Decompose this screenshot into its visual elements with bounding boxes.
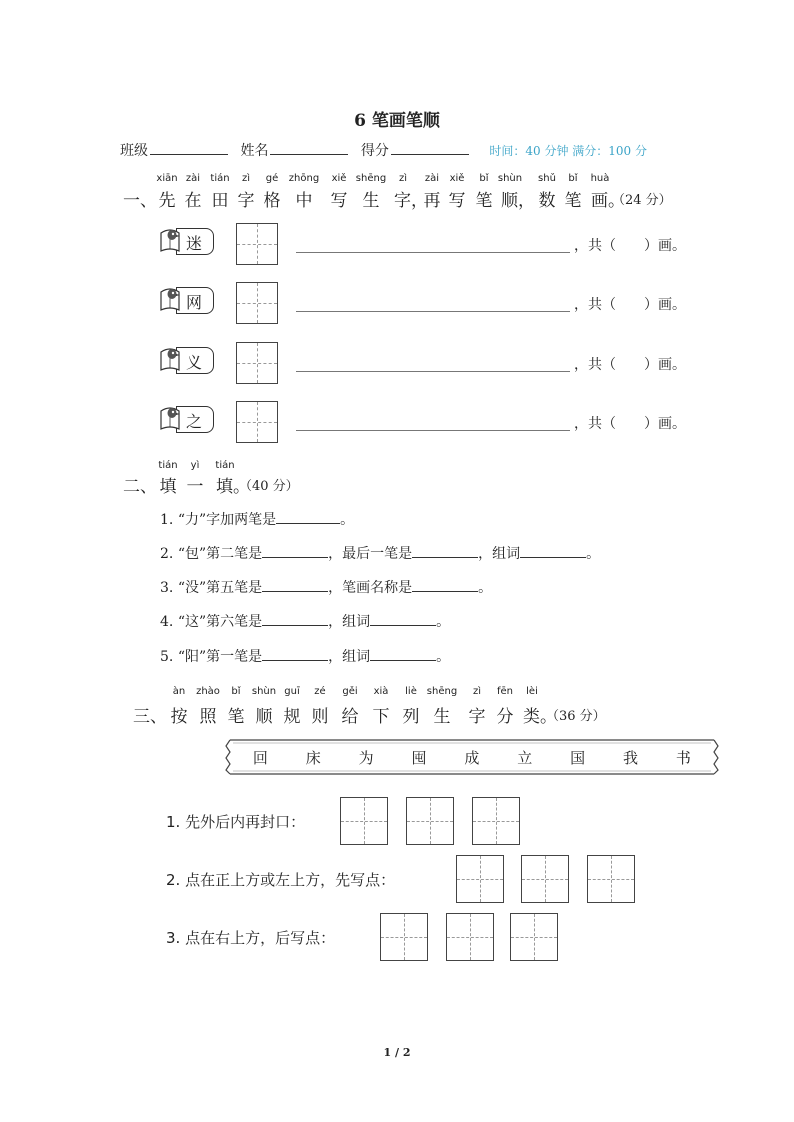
pinyin-syllable: zhōng xyxy=(288,173,320,184)
stroke-order-answer-line[interactable] xyxy=(296,252,570,253)
pinyin-syllable: xià xyxy=(373,686,389,697)
fill-item xyxy=(160,577,492,597)
section3-pinyin xyxy=(0,686,794,698)
heading-char: 一 xyxy=(186,477,204,497)
stroke-order-answer-line[interactable] xyxy=(296,371,570,372)
pinyin-syllable: zài xyxy=(424,173,440,184)
name-label: 姓名 xyxy=(240,143,269,159)
banner-char: 立 xyxy=(517,748,533,767)
score-label: 得分 xyxy=(360,143,389,159)
heading-char: 填。 xyxy=(216,477,250,497)
pinyin-syllable: shǔ xyxy=(538,173,556,184)
pinyin-syllable: guī xyxy=(284,686,300,697)
pinyin-syllable: xiě xyxy=(449,173,465,184)
stroke-order-answer-line[interactable] xyxy=(296,430,570,431)
stroke-count-prompt: ，共（ ）画。 xyxy=(574,416,686,432)
pinyin-syllable: xiě xyxy=(331,173,347,184)
answer-blank[interactable] xyxy=(262,613,328,626)
item-number: 5. xyxy=(160,649,178,665)
heading-char: 再 xyxy=(423,191,441,211)
heading-char: 先 xyxy=(158,191,176,211)
fill-item xyxy=(160,646,450,666)
heading-char: 格 xyxy=(263,191,281,211)
heading-char: 下 xyxy=(372,707,390,727)
category-label: 3. 点在右上方，后写点： xyxy=(166,929,336,947)
heading-char: 在 xyxy=(184,191,202,211)
banner-char: 书 xyxy=(675,748,691,767)
grid-v-guide xyxy=(430,798,431,844)
item-number: 2. xyxy=(160,546,178,562)
answer-grid[interactable] xyxy=(472,797,520,845)
fill-item xyxy=(160,543,600,563)
pinyin-syllable: tián xyxy=(215,460,235,471)
banner-char: 为 xyxy=(358,748,374,767)
item-text: “没”第五笔是 xyxy=(177,580,263,596)
item-text: 。 xyxy=(436,614,451,630)
item-text: “力”字加两笔是 xyxy=(177,512,277,528)
pinyin-syllable: huà xyxy=(590,173,610,184)
section-number: 二、 xyxy=(123,477,157,497)
item-text: 。 xyxy=(340,512,355,528)
item-text: ，组词 xyxy=(328,649,371,665)
character-banner xyxy=(222,737,722,777)
grid-v-guide xyxy=(534,914,535,960)
tag-char: 网 xyxy=(186,293,203,312)
banner-char: 床 xyxy=(305,748,321,767)
character-tag xyxy=(158,284,214,314)
class-field[interactable] xyxy=(150,140,228,155)
heading-char: 字 xyxy=(237,191,255,211)
answer-grid[interactable] xyxy=(587,855,635,903)
heading-char: 给 xyxy=(341,707,359,727)
heading-char: 类。 xyxy=(523,707,557,727)
heading-char: 顺， xyxy=(501,191,535,211)
bird-mascot-icon xyxy=(158,344,182,374)
pinyin-syllable: bǐ xyxy=(479,173,489,184)
pinyin-syllable: bǐ xyxy=(231,686,241,697)
section-number: 一、 xyxy=(123,191,157,211)
heading-char: 数 xyxy=(538,191,556,211)
item-number: 1. xyxy=(160,512,178,528)
pinyin-syllable: zhào xyxy=(196,686,220,697)
category-label: 2. 点在正上方或左上方，先写点： xyxy=(166,871,396,889)
banner-char: 囤 xyxy=(411,748,427,767)
pinyin-syllable: bǐ xyxy=(568,173,578,184)
heading-char: 画。 xyxy=(591,191,625,211)
answer-blank[interactable] xyxy=(262,545,328,558)
banner-chars xyxy=(222,737,722,777)
banner-char: 回 xyxy=(252,748,268,767)
bird-mascot-icon xyxy=(158,225,182,255)
grid-v-guide xyxy=(364,798,365,844)
section3-heading xyxy=(0,702,794,727)
score-field[interactable] xyxy=(391,140,469,155)
heading-char: 填 xyxy=(159,477,177,497)
pinyin-syllable: fēn xyxy=(496,686,514,697)
heading-char: 笔 xyxy=(475,191,493,211)
section2-pinyin xyxy=(0,460,794,472)
banner-char: 国 xyxy=(570,748,586,767)
pinyin-syllable: tián xyxy=(210,173,230,184)
tag-char: 义 xyxy=(186,353,203,372)
writing-grid[interactable] xyxy=(236,342,278,384)
grid-v-guide xyxy=(257,343,258,383)
section-number: 三、 xyxy=(133,707,167,727)
heading-char: 规 xyxy=(283,707,301,727)
item-number: 3. xyxy=(160,580,178,596)
item-text: “这”第六笔是 xyxy=(177,614,263,630)
pinyin-syllable: shùn xyxy=(251,686,277,697)
stroke-count-prompt: ，共（ ）画。 xyxy=(574,238,686,254)
answer-grid[interactable] xyxy=(340,797,388,845)
item-text: ，组词 xyxy=(478,546,521,562)
category-label: 1. 先外后内再封口： xyxy=(166,813,306,831)
writing-grid[interactable] xyxy=(236,401,278,443)
heading-char: 生 xyxy=(433,707,451,727)
answer-grid[interactable] xyxy=(521,855,569,903)
pinyin-syllable: àn xyxy=(172,686,186,697)
name-field[interactable] xyxy=(270,140,348,155)
heading-char: 笔 xyxy=(227,707,245,727)
item-text: 。 xyxy=(436,649,451,665)
heading-char: 笔 xyxy=(564,191,582,211)
item-text: ，笔画名称是 xyxy=(328,580,413,596)
pinyin-syllable: gé xyxy=(265,173,279,184)
header-info xyxy=(120,140,647,160)
bird-mascot-icon xyxy=(158,403,182,433)
pinyin-syllable: liè xyxy=(405,686,417,697)
answer-blank[interactable] xyxy=(370,613,436,626)
answer-blank[interactable] xyxy=(262,648,328,661)
grid-v-guide xyxy=(257,402,258,442)
item-text: “阳”第一笔是 xyxy=(177,649,263,665)
section-score: （24 分） xyxy=(612,193,672,208)
item-text: “包”第二笔是 xyxy=(177,546,263,562)
bird-mascot-icon xyxy=(158,284,182,314)
character-tag xyxy=(158,403,214,433)
item-text: 。 xyxy=(586,546,601,562)
tag-char: 迷 xyxy=(186,234,203,253)
answer-blank[interactable] xyxy=(262,579,328,592)
pinyin-syllable: shēng xyxy=(355,173,387,184)
grid-v-guide xyxy=(470,914,471,960)
answer-blank[interactable] xyxy=(276,511,340,524)
heading-char: 则 xyxy=(311,707,329,727)
heading-char: 照 xyxy=(199,707,217,727)
tag-char: 之 xyxy=(186,412,203,431)
heading-char: 写 xyxy=(448,191,466,211)
page-number: 1 / 2 xyxy=(383,1046,411,1059)
banner-char: 我 xyxy=(623,748,639,767)
pinyin-syllable: shēng xyxy=(426,686,458,697)
item-text: ，最后一笔是 xyxy=(328,546,413,562)
section1-pinyin xyxy=(0,173,794,185)
grid-v-guide xyxy=(545,856,546,902)
answer-blank[interactable] xyxy=(520,545,586,558)
section-score: （36 分） xyxy=(546,709,606,724)
item-text: 。 xyxy=(478,580,493,596)
section1-heading xyxy=(0,186,794,211)
pinyin-syllable: zì xyxy=(398,173,408,184)
heading-char: 按 xyxy=(170,707,188,727)
character-tag xyxy=(158,225,214,255)
grid-v-guide xyxy=(257,224,258,264)
heading-char: 生 xyxy=(362,191,380,211)
answer-blank[interactable] xyxy=(412,579,478,592)
answer-blank[interactable] xyxy=(412,545,478,558)
pinyin-syllable: shùn xyxy=(497,173,523,184)
stroke-count-prompt: ，共（ ）画。 xyxy=(574,357,686,373)
writing-grid[interactable] xyxy=(236,282,278,324)
pinyin-syllable: zì xyxy=(241,173,251,184)
answer-grid[interactable] xyxy=(510,913,558,961)
pinyin-syllable: tián xyxy=(158,460,178,471)
answer-grid[interactable] xyxy=(406,797,454,845)
heading-char: 分 xyxy=(496,707,514,727)
answer-grid[interactable] xyxy=(380,913,428,961)
pinyin-syllable: yì xyxy=(190,460,200,471)
pinyin-syllable: zài xyxy=(185,173,201,184)
grid-v-guide xyxy=(496,798,497,844)
heading-char: 田 xyxy=(211,191,229,211)
character-tag xyxy=(158,344,214,374)
class-label: 班级 xyxy=(120,143,148,159)
heading-char: 顺 xyxy=(255,707,273,727)
grid-v-guide xyxy=(611,856,612,902)
heading-char: 字， xyxy=(394,191,428,211)
item-text: ，组词 xyxy=(328,614,371,630)
writing-grid[interactable] xyxy=(236,223,278,265)
fill-item xyxy=(160,611,450,631)
section-score: （40 分） xyxy=(239,479,299,494)
pinyin-syllable: lèi xyxy=(526,686,538,697)
pinyin-syllable: xiān xyxy=(156,173,178,184)
answer-grid[interactable] xyxy=(446,913,494,961)
stroke-order-answer-line[interactable] xyxy=(296,311,570,312)
section2-heading xyxy=(0,472,794,497)
time-limit: 时间：40 分钟 满分：100 分 xyxy=(489,144,647,158)
heading-char: 列 xyxy=(402,707,420,727)
banner-char: 成 xyxy=(464,748,480,767)
heading-char: 字 xyxy=(468,707,486,727)
pinyin-syllable: zì xyxy=(472,686,482,697)
page-title: 6 笔画笔顺 xyxy=(354,111,440,131)
grid-v-guide xyxy=(480,856,481,902)
answer-blank[interactable] xyxy=(370,648,436,661)
stroke-count-prompt: ，共（ ）画。 xyxy=(574,297,686,313)
item-number: 4. xyxy=(160,614,178,630)
heading-char: 中 xyxy=(295,191,313,211)
heading-char: 写 xyxy=(330,191,348,211)
pinyin-syllable: zé xyxy=(314,686,326,697)
grid-v-guide xyxy=(257,283,258,323)
fill-item xyxy=(160,509,354,529)
pinyin-syllable: gěi xyxy=(342,686,358,697)
answer-grid[interactable] xyxy=(456,855,504,903)
grid-v-guide xyxy=(404,914,405,960)
